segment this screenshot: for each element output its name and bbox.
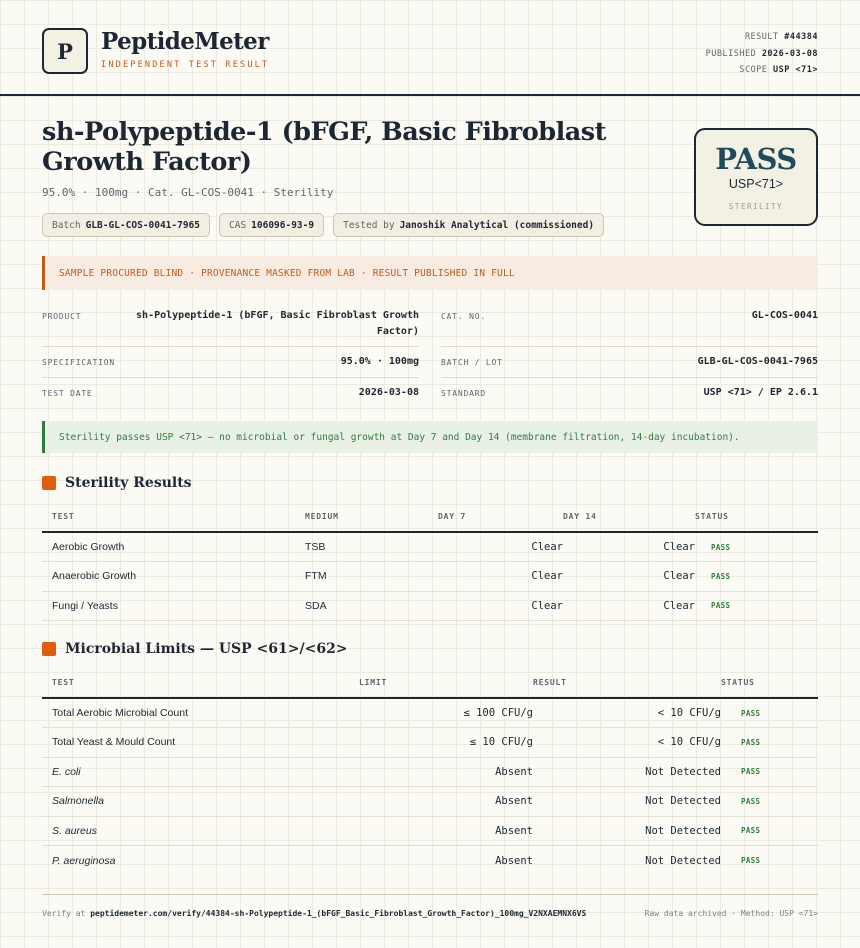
verdict-standard: USP<71> — [728, 177, 784, 191]
table-row — [42, 532, 818, 562]
section-title: Sterility Results — [65, 475, 192, 491]
verdict-stamp — [694, 128, 818, 226]
microbial-section-heading — [42, 641, 348, 657]
page-title: sh-Polypeptide-1 (bFGF, Basic Fibroblast Growth Factor) — [42, 117, 606, 177]
cas-chip — [219, 213, 324, 237]
result-label: RESULT — [744, 32, 779, 42]
status-badge — [721, 728, 818, 758]
status-text: PASS — [741, 856, 761, 865]
table-row — [42, 562, 818, 592]
column-header: TEST — [42, 502, 305, 532]
detail-batch — [441, 354, 818, 370]
detail-value: USP <71> / EP 2.6.1 — [703, 387, 818, 398]
status-badge — [721, 787, 818, 817]
medium: TSB — [305, 532, 438, 562]
column-header: TEST — [42, 668, 359, 698]
result-value: Not Detected — [533, 787, 721, 817]
sterility-table — [42, 502, 818, 621]
status-badge — [695, 562, 818, 592]
column-header: RESULT — [533, 668, 721, 698]
chip-value: GLB-GL-COS-0041-7965 — [85, 219, 200, 231]
test-name: Anaerobic Growth — [42, 562, 305, 592]
detail-label: PRODUCT — [42, 312, 82, 321]
microbial-limits-table — [42, 668, 818, 875]
status-badge — [721, 757, 818, 787]
footer-method-note: Raw data archived · Method: USP <71> — [644, 909, 818, 918]
detail-value: 95.0% · 100mg — [340, 356, 419, 367]
detail-test-date — [42, 385, 419, 401]
status-badge — [695, 532, 818, 562]
column-header: STATUS — [721, 668, 818, 698]
status-text: PASS — [741, 767, 761, 777]
limit-value: Absent — [359, 787, 533, 817]
table-row — [42, 698, 818, 728]
status-text: PASS — [711, 542, 731, 552]
published-label: PUBLISHED — [705, 48, 757, 59]
limit-value: Absent — [359, 816, 533, 846]
test-name: Total Aerobic Microbial Count — [42, 698, 359, 728]
detail-label: CAT. NO. — [441, 312, 486, 321]
verify-link[interactable]: peptidemeter.com/verify/44384-sh-Polypeptide-1_(bFGF_Basic_Fibroblast_Growth_Factor)_100mg_V2NXAEMNX6VS — [90, 909, 587, 918]
day7-result: Clear — [438, 532, 563, 562]
report-header — [0, 0, 860, 96]
table-row — [42, 787, 818, 817]
brand-tagline: INDEPENDENT TEST RESULT — [101, 60, 270, 70]
day14-result: Clear — [563, 591, 695, 621]
status-text: PASS — [741, 796, 761, 806]
test-name: Aerobic Growth — [42, 532, 305, 562]
detail-value: GLB-GL-COS-0041-7965 — [697, 356, 818, 367]
chip-label: Batch — [52, 219, 81, 231]
status-badge — [695, 591, 818, 621]
medium: SDA — [305, 591, 438, 621]
column-header: DAY 7 — [438, 502, 563, 532]
test-name: Total Yeast & Mould Count — [42, 728, 359, 758]
verdict-word: PASS — [715, 142, 797, 176]
chip-value: 106096-93-9 — [251, 219, 315, 231]
detail-product — [42, 308, 419, 340]
test-name: E. coli — [42, 757, 359, 787]
test-name: P. aeruginosa — [52, 854, 116, 867]
limit-value: ≤ 10 CFU/g — [359, 728, 533, 758]
day7-result: Clear — [438, 591, 563, 621]
column-header: MEDIUM — [305, 502, 438, 532]
test-name: Fungi / Yeasts — [42, 591, 305, 621]
detail-standard — [441, 385, 818, 401]
table-row — [42, 757, 818, 787]
detail-label: STANDARD — [441, 389, 486, 398]
table-header-row — [42, 668, 818, 698]
batch-chip — [42, 213, 210, 237]
product-chips — [42, 213, 604, 237]
test-name: S. aureus — [42, 816, 359, 846]
report-meta — [706, 29, 818, 79]
status-text: PASS — [711, 571, 731, 581]
detail-value: 2026-03-08 — [358, 387, 419, 398]
report-footer — [42, 909, 818, 918]
limit-value: ≤ 100 CFU/g — [359, 698, 533, 728]
result-value: Not Detected — [533, 757, 721, 787]
detail-label: SPECIFICATION — [42, 358, 116, 367]
detail-value: GL-COS-0041 — [751, 310, 818, 321]
result-value: Not Detected — [533, 816, 721, 846]
status-text: PASS — [711, 601, 731, 611]
status-badge — [721, 846, 818, 876]
table-header-row — [42, 502, 818, 532]
table-row — [42, 591, 818, 621]
limit-value: Absent — [495, 854, 533, 867]
medium: FTM — [305, 562, 438, 592]
published-date: 2026-03-08 — [761, 48, 818, 59]
table-row — [42, 846, 818, 876]
status-text: PASS — [741, 826, 761, 836]
verify-prefix: Verify at — [42, 909, 86, 918]
detail-label: TEST DATE — [42, 389, 93, 398]
chip-label: CAS — [229, 219, 247, 231]
column-header: STATUS — [695, 502, 818, 532]
scope-value: USP <71> — [773, 65, 818, 75]
result-number: #44384 — [784, 32, 818, 42]
detail-label: BATCH / LOT — [441, 358, 503, 367]
verify-line — [42, 909, 586, 918]
table-row — [42, 728, 818, 758]
chip-value: Janoshik Analytical (commissioned) — [399, 219, 595, 231]
brand-name: PeptideMeter — [101, 28, 269, 55]
result-value: < 10 CFU/g — [533, 698, 721, 728]
footer-divider — [42, 894, 818, 895]
verdict-caption: STERILITY — [728, 202, 784, 211]
product-subline: 95.0% · 100mg · Cat. GL-COS-0041 · Sterility — [42, 186, 334, 199]
day14-result: Clear — [563, 532, 695, 562]
section-marker-icon — [42, 476, 56, 490]
table-row — [42, 816, 818, 846]
result-value: Not Detected — [645, 854, 721, 867]
status-text: PASS — [741, 737, 761, 747]
logo-mark: P — [42, 28, 88, 74]
day14-result: Clear — [563, 562, 695, 592]
chip-label: Tested by — [343, 219, 395, 231]
section-marker-icon — [42, 642, 56, 656]
status-badge — [721, 698, 818, 728]
column-header: DAY 14 — [563, 502, 695, 532]
sterility-section-heading — [42, 475, 192, 491]
status-badge — [721, 816, 818, 846]
day7-result: Clear — [438, 562, 563, 592]
column-header: LIMIT — [359, 668, 533, 698]
detail-cat-no — [441, 308, 818, 324]
limit-value: Absent — [359, 757, 533, 787]
sterility-summary: Sterility passes USP <71> — no microbial or fungal growth at Day 7 and Day 14 (membrane filtration, 14-day incubation). — [42, 421, 818, 453]
test-name: Salmonella — [42, 787, 359, 817]
detail-value: sh-Polypeptide-1 (bFGF, Basic Fibroblast Growth Factor) — [136, 310, 419, 337]
scope-label: SCOPE — [739, 65, 768, 75]
result-value: < 10 CFU/g — [533, 728, 721, 758]
tested-by-chip — [333, 213, 604, 237]
status-text: PASS — [741, 708, 761, 718]
section-title: Microbial Limits — USP <61>/<62> — [65, 641, 348, 657]
detail-specification — [42, 354, 419, 370]
blind-sample-notice: SAMPLE PROCURED BLIND · PROVENANCE MASKED FROM LAB · RESULT PUBLISHED IN FULL — [42, 256, 818, 290]
